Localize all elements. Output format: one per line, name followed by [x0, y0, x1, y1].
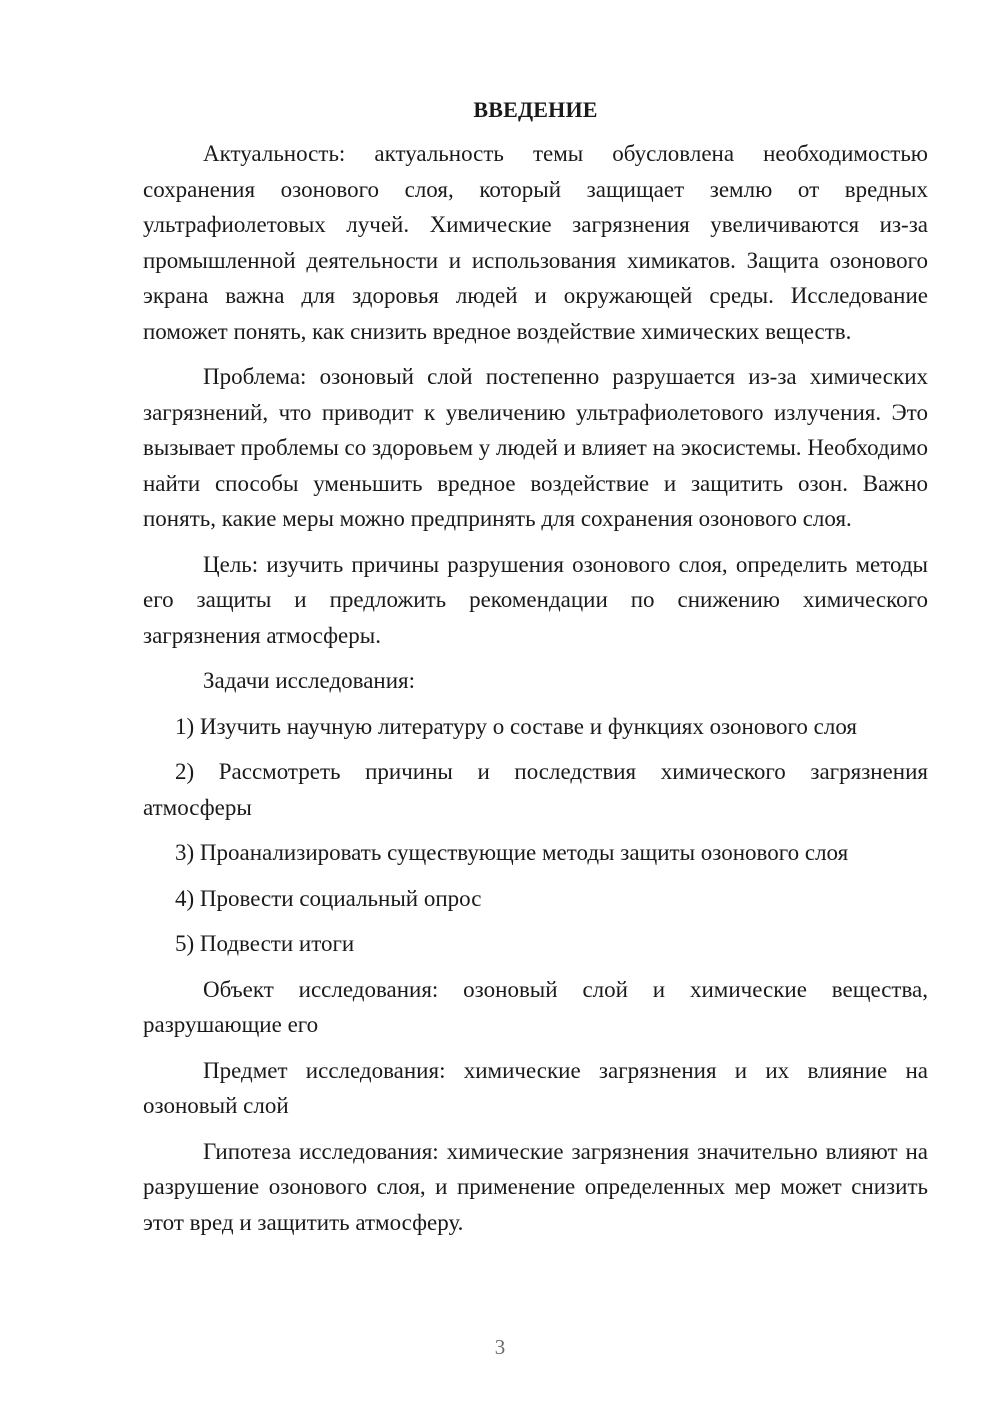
- task-item-2: 2) Рассмотреть причины и последствия химического загрязнения атмосферы: [143, 759, 928, 820]
- paragraph-subject: Предмет исследования: химические загрязнения и их влияние на озоновый слой: [143, 1057, 928, 1118]
- paragraph-goal: Цель: изучить причины разрушения озонового слоя, определить методы его защиты и предложить рекомендации по снижению химического загрязнения атмосферы.: [143, 551, 928, 648]
- page-title: ВВЕДЕНИЕ: [473, 97, 598, 122]
- paragraph-tasks-heading: Задачи исследования:: [203, 668, 416, 693]
- paragraph-relevance: Актуальность: актуальность темы обусловлена необходимостью сохранения озонового слоя, который защищает землю от вредных ультрафиолетовых лучей. Химические загрязнения увеличиваются из-за промышленной деятельности и использования химикатов. Защита озонового экрана важна для здоровья людей и окружающей среды. Исследование поможет понять, как снизить вредное воздействие химических веществ.: [143, 141, 928, 344]
- paragraph-problem: Проблема: озоновый слой постепенно разрушается из-за химических загрязнений, что приводит к увеличению ультрафиолетового излучения. Это вызывает проблемы со здоровьем у людей и влияет на экосистемы. Необходимо найти способы уменьшить вредное воздействие и защитить озон. Важно понять, какие меры можно предпринять для сохранения озонового слоя.: [143, 364, 928, 531]
- page-number: 3: [494, 1335, 506, 1359]
- task-item-4: 4) Провести социальный опрос: [175, 885, 482, 911]
- task-item-3: 3) Проанализировать существующие методы защиты озонового слоя: [175, 840, 849, 865]
- page-body: [143, 96, 928, 1240]
- paragraph-hypothesis: Гипотеза исследования: химические загрязнения значительно влияют на разрушение озонового слоя, и применение определенных мер может снизить этот вред и защитить атмосферу.: [143, 1138, 928, 1235]
- task-item-5: 5) Подвести итоги: [175, 931, 355, 956]
- paragraph-object: Объект исследования: озоновый слой и химические вещества, разрушающие его: [143, 976, 928, 1037]
- task-item-1: 1) Изучить научную литературу о составе и функциях озонового слоя: [175, 713, 857, 739]
